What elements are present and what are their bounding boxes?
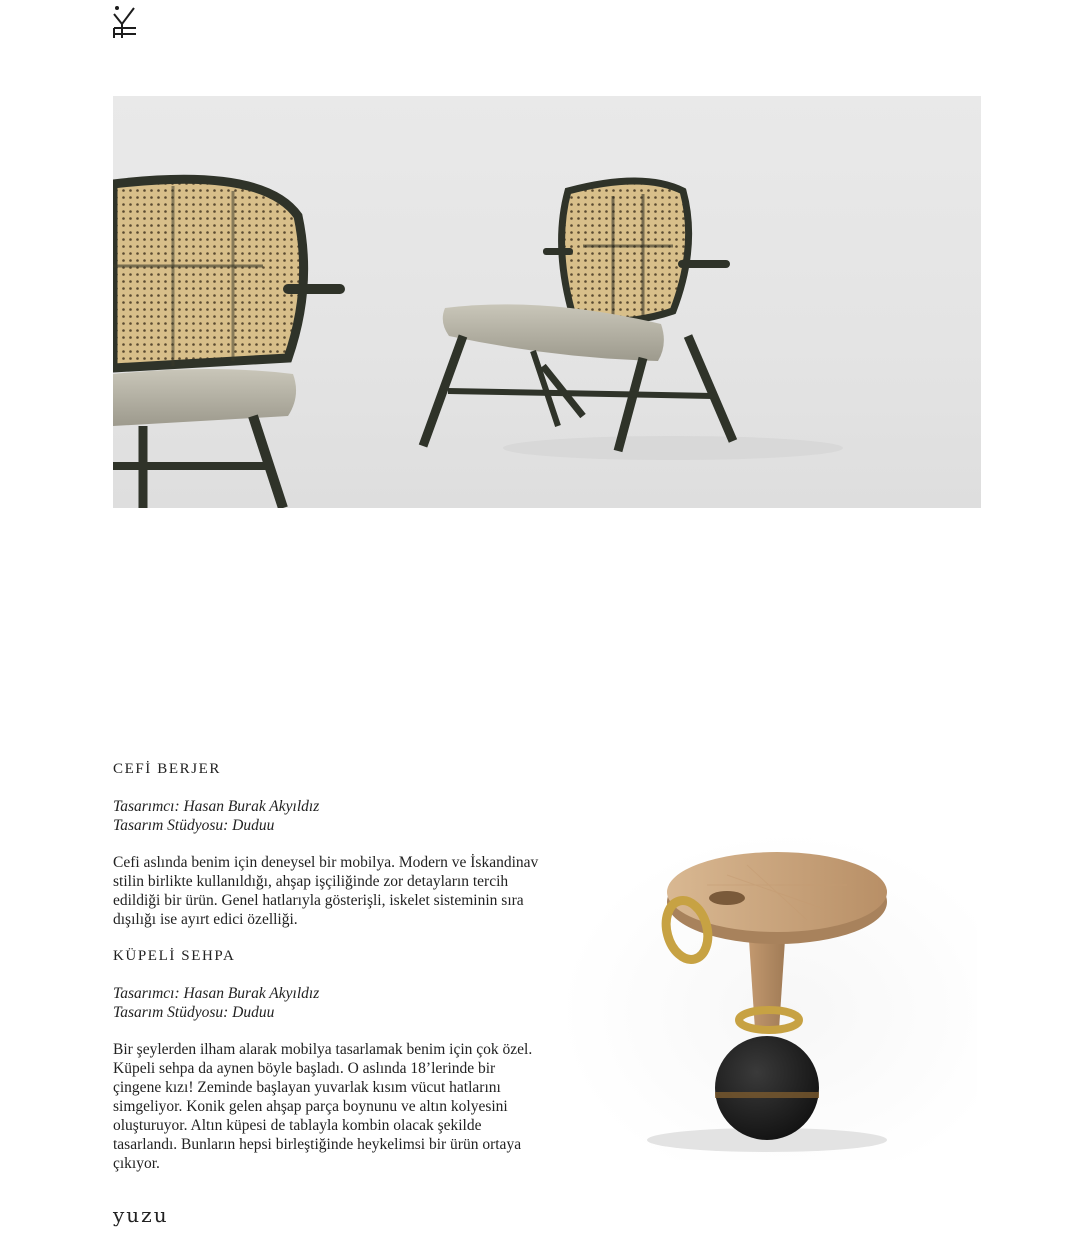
description-kupeli: Bir şeylerden ilham alarak mobilya tasarlamak benim için çok özel. Küpeli sehpa da aynen böyle başladı. O aslında 18’lerinde bir çingene kızı! Zeminde başlayan yuvarlak kısım vücut hatlarını simgeliyor. Konik gelen ahşap parça boynunu ve altın kolyesini oluşturuyor. Altın küpesi de tablayla kombin olacak şekilde tasarlandı. Bunların hepsi birleştiğinde heykelimsi bir ürün ortaya çıkıyor. — [113, 1041, 533, 1172]
section-title-kupeli-sehpa: KÜPELİ SEHPA — [113, 948, 236, 964]
brand-footer[interactable]: yuzu — [113, 1203, 169, 1227]
designer-credit: Tasarımcı: Hasan Burak Akyıldız — [113, 798, 320, 815]
credits-kupeli — [113, 984, 543, 1022]
studio-credit: Tasarım Stüdyosu: Duduu — [113, 817, 275, 834]
earring-side-table-photo — [557, 830, 977, 1160]
credits-cefi — [113, 797, 543, 835]
designer-credit: Tasarımcı: Hasan Burak Akyıldız — [113, 985, 320, 1002]
right-chair — [423, 181, 733, 451]
studio-credit: Tasarım Stüdyosu: Duduu — [113, 1004, 275, 1021]
article-text — [113, 760, 543, 1191]
description-cefi: Cefi aslında benim için deneysel bir mobilya. Modern ve İskandinav stilin birlikte kullanıldığı, ahşap işçiliğinde zor detayların tercih edildiği bir ürün. Genel hatlarıyla gösterişli, iskelet sisteminin sıra dışılığı ise ayırt edici özelliği. — [113, 854, 539, 928]
yuzu-monogram-icon[interactable] — [110, 4, 140, 40]
cane-lounge-chairs-photo — [113, 96, 981, 508]
left-chair — [113, 179, 345, 508]
section-title-cefi-berjer: CEFİ BERJER — [113, 761, 222, 777]
